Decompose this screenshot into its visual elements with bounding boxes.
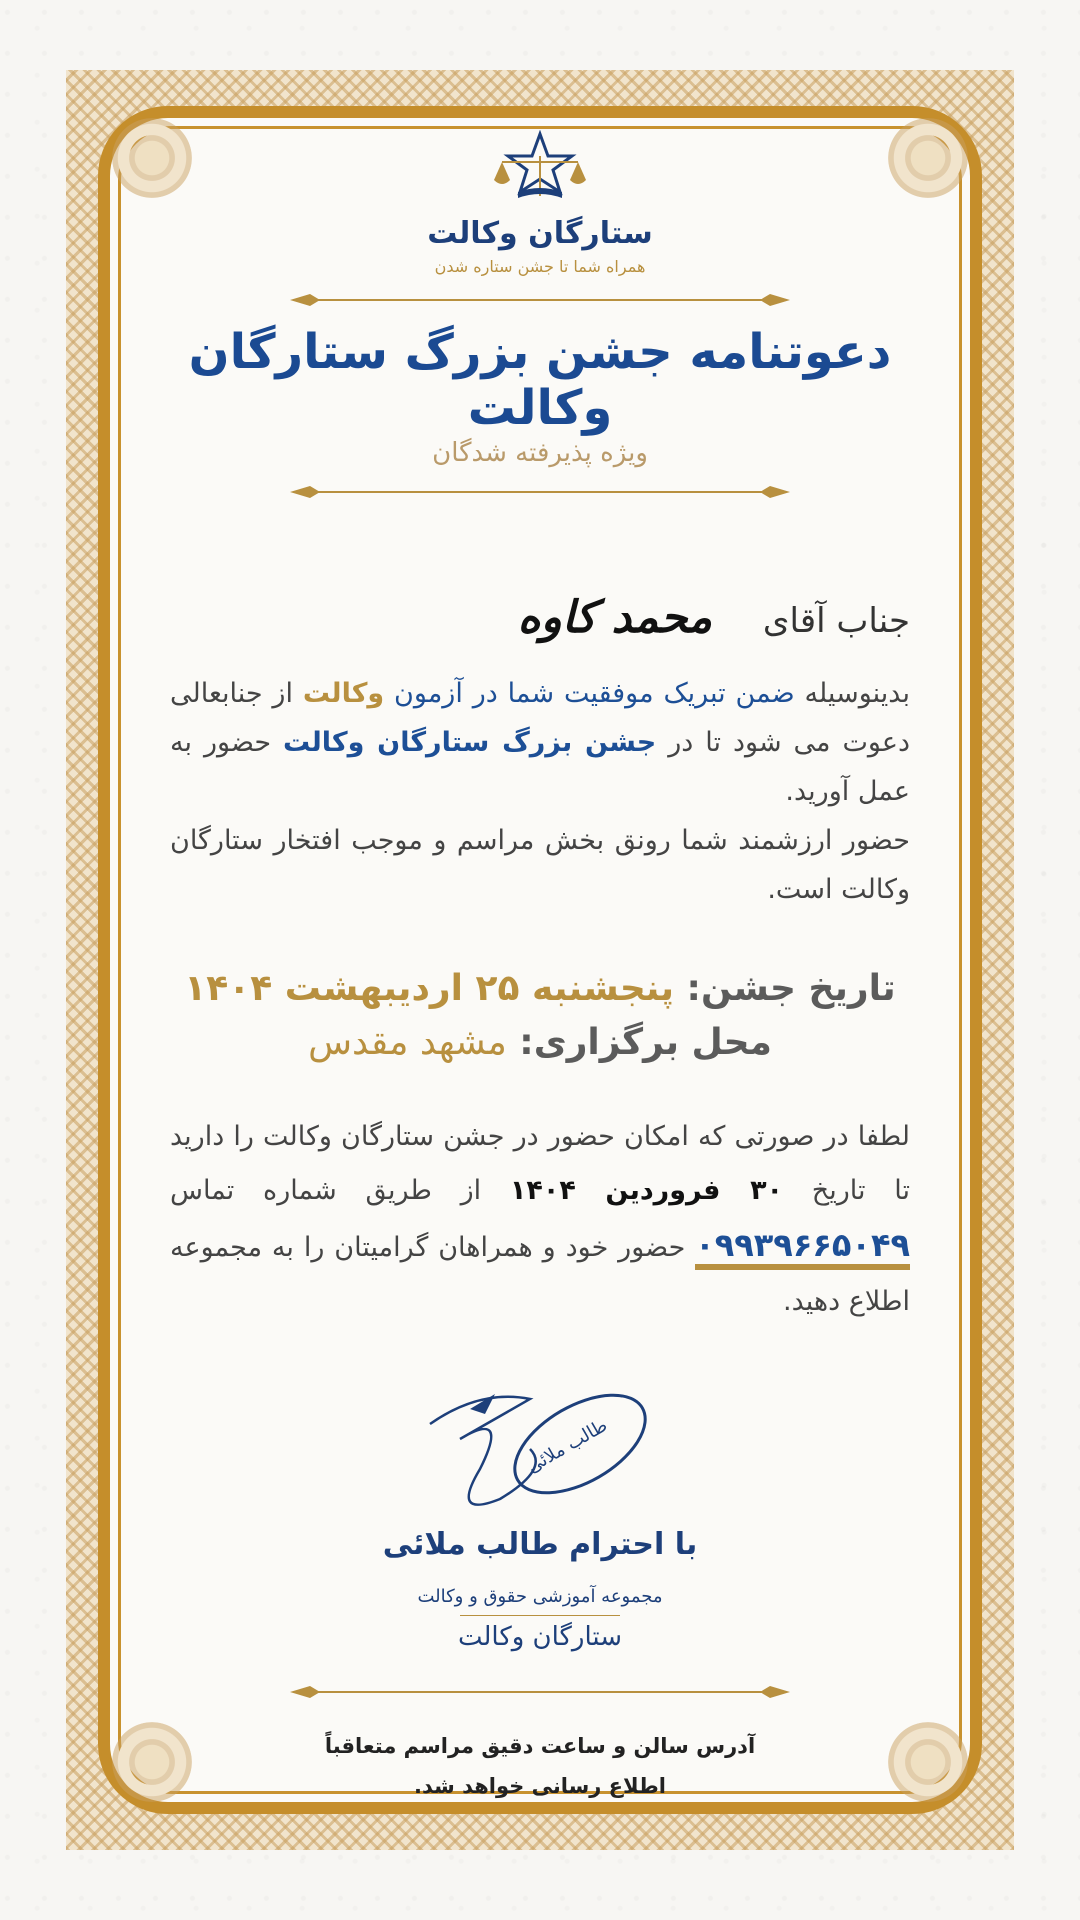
- place-label: محل برگزاری:: [506, 1022, 772, 1063]
- greeting: [170, 592, 910, 643]
- stamp-text: طالب ملائی: [523, 1414, 612, 1478]
- footer-line-1: آدرس سالن و ساعت دقیق مراسم متعاقباً: [324, 1734, 756, 1758]
- regards-signature: با احترام طالب ملائی: [382, 1527, 698, 1562]
- date-label: تاریخ جشن:: [674, 968, 896, 1009]
- invitation-title: [170, 324, 910, 436]
- date-value: پنجشنبه ۲۵ اردیبهشت ۱۴۰۴: [184, 968, 675, 1009]
- invitation-subtitle: ویژه پذیرفته شدگان: [432, 438, 648, 468]
- body-text-d: از جنابعالی دعوت می شود تا در: [170, 678, 910, 758]
- scales-star-logo-icon: [480, 130, 600, 212]
- event-details: [170, 962, 910, 1070]
- body-text-a: بدینوسیله: [794, 678, 910, 709]
- body-text: [170, 669, 910, 914]
- rsvp-text-c: حضور خود و همراهان گرامیتان را به مجموعه اطلاع دهید.: [170, 1232, 910, 1317]
- salutation: جناب آقای: [762, 601, 910, 641]
- body-text-b: ضمن تبریک موفقیت شما در آزمون: [384, 678, 795, 709]
- footer-note: [170, 1726, 910, 1806]
- ornament-divider-icon: [290, 290, 790, 310]
- body-text-c: وکالت: [302, 678, 385, 709]
- body-text-p2: حضور ارزشمند شما رونق بخش مراسم و موجب افتخار ستارگان وکالت است.: [170, 825, 910, 905]
- title-text: دعوتنامه جشن بزرگ: [387, 324, 892, 380]
- rsvp-text: [170, 1110, 910, 1329]
- event-date-row: [170, 962, 910, 1016]
- institute-name: ستارگان وکالت: [457, 1622, 623, 1652]
- rsvp-deadline: ۳۰ فروردین ۱۴۰۴: [509, 1175, 784, 1206]
- body-text-e: جشن بزرگ ستارگان وکالت: [283, 727, 657, 758]
- event-place-row: [170, 1016, 910, 1070]
- phone-number[interactable]: ۰۹۹۳۹۶۶۵۰۴۹: [695, 1226, 910, 1270]
- rsvp-text-a: لطفا در صورتی که امکان حضور در جشن ستارگان وکالت را دارید تا تاریخ: [170, 1121, 910, 1206]
- brand-name: ستارگان وکالت: [427, 216, 653, 251]
- brand-tagline: همراه شما تا جشن ستاره شدن: [434, 257, 646, 276]
- footer-line-2: اطلاع رسانی خواهد شد.: [414, 1774, 666, 1798]
- guest-name: محمد کاوه: [517, 592, 713, 643]
- place-value: مشهد مقدس: [308, 1022, 507, 1063]
- title-text-brand: ستارگان وکالت: [188, 324, 613, 436]
- ornament-divider-icon: [290, 1682, 790, 1702]
- body-text-f: حضور به عمل آورید.: [170, 727, 910, 807]
- signature-stamp-icon: [420, 1369, 660, 1519]
- institute-divider: [460, 1615, 620, 1616]
- invitation-content: [170, 130, 910, 1806]
- ornament-divider-icon: [290, 482, 790, 502]
- rsvp-text-b: از طریق شماره تماس: [170, 1175, 510, 1206]
- institute-label: مجموعه آموزشی حقوق و وکالت: [417, 1586, 663, 1607]
